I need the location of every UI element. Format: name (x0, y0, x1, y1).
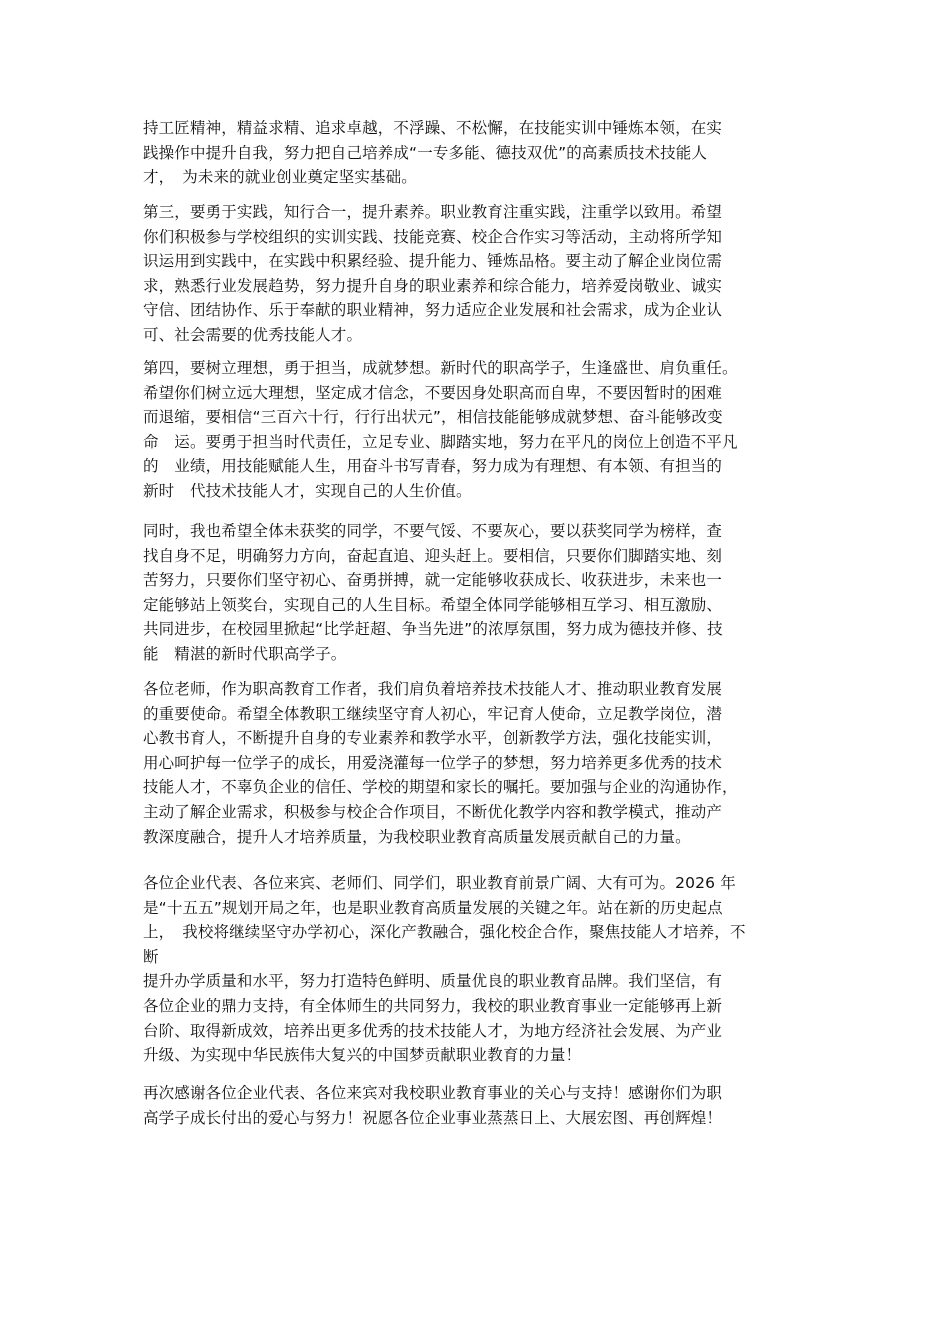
text-line: 你们积极参与学校组织的实训实践、技能竞赛、校企合作实习等活动，主动将所学知 (143, 227, 723, 246)
text-line: 识运用到实践中，在实践中积累经验、提升能力、锤炼品格。要主动了解企业岗位需 (143, 252, 723, 271)
text-line: 第四，要树立理想，勇于担当，成就梦想。新时代的职高学子，生逢盛世、肩负重任。 (143, 359, 738, 377)
text-line: 心教书育人，不断提升自身的专业素养和教学水平，创新教学方法，强化技能实训， (143, 729, 723, 748)
text-line: 各位企业的鼎力支持，有全体师生的共同努力，我校的职业教育事业一定能够再上新 (143, 996, 723, 1015)
text-line: 希望你们树立远大理想，坚定成才信念，不要因身处职高而自卑，不要因暂时的困难 (143, 383, 723, 402)
text-line: 升级、为实现中华民族伟大复兴的中国梦贡献职业教育的力量！ (143, 1046, 582, 1065)
paragraph-teachers (143, 677, 833, 849)
text-line: 苦努力，只要你们坚守初心、奋勇拼搏，就一定能够收获成长、收获进步，未来也一 (143, 571, 723, 590)
text-line: 定能够站上领奖台，实现自己的人生目标。希望全体同学能够相互学习、相互激励、 (143, 595, 723, 614)
text-line: 共同进步，在校园里掀起“比学赶超、争当先进”的浓厚氛围，努力成为德技并修、技 (143, 620, 723, 639)
text-line: 教深度融合，提升人才培养质量，为我校职业教育高质量发展贡献自己的力量。 (143, 827, 691, 846)
text-line: 主动了解企业需求，积极参与校企合作项目，不断优化教学内容和教学模式，推动产 (143, 802, 723, 821)
text-line: 用心呵护每一位学子的成长，用爱浇灌每一位学子的梦想，努力培养更多优秀的技术 (143, 753, 723, 772)
text-line: 新时 代技术技能人才，实现自己的人生价值。 (143, 481, 472, 500)
text-line: 可、社会需要的优秀技能人才。 (143, 325, 363, 344)
text-line: 提升办学质量和水平，努力打造特色鲜明、质量优良的职业教育品牌。我们坚信，有 (143, 972, 723, 991)
text-line: 践操作中提升自我，努力把自己培养成“一专多能、德技双优”的高素质技术技能人 (143, 143, 708, 162)
text-line: 的 业绩，用技能赋能人生，用奋斗书写青春，努力成为有理想、有本领、有担当的 (143, 457, 723, 476)
text-line: 再次感谢各位企业代表、各位来宾对我校职业教育事业的关心与支持！感谢你们为职 (143, 1084, 723, 1102)
text-line: 台阶、取得新成效，培养出更多优秀的技术技能人才，为地方经济社会发展、为产业 (143, 1021, 723, 1040)
text-line: 同时，我也希望全体未获奖的同学，不要气馁、不要灰心，要以获奖同学为榜样，查 (143, 522, 723, 540)
text-line: 才， 为未来的就业创业奠定坚实基础。 (143, 168, 417, 187)
paragraph-outlook (143, 871, 833, 1068)
paragraph-fourth-ideals (143, 356, 833, 504)
paragraph-craftsman-spirit (143, 116, 833, 190)
paragraph-non-winners (143, 519, 833, 667)
text-line: 各位老师，作为职高教育工作者，我们肩负着培养技术技能人才、推动职业教育发展 (143, 680, 723, 698)
text-line: 而退缩，要相信“三百六十行，行行出状元”，相信技能能够成就梦想、奋斗能够改变 (143, 408, 723, 427)
paragraph-third-practice (143, 200, 833, 348)
text-line: 上， 我校将继续坚守办学初心，深化产教融合，强化校企合作，聚焦技能人才培养，不 (143, 923, 746, 942)
text-line: 守信、团结协作、乐于奉献的职业精神，努力适应企业发展和社会需求，成为企业认 (143, 301, 723, 320)
text-line: 高学子成长付出的爱心与努力！祝愿各位企业事业蒸蒸日上、大展宏图、再创辉煌！ (143, 1108, 723, 1127)
paragraph-thanks (143, 1081, 833, 1130)
text-line: 是“十五五”规划开局之年，也是职业教育高质量发展的关键之年。站在新的历史起点 (143, 898, 723, 917)
text-line: 第三，要勇于实践，知行合一，提升素养。职业教育注重实践，注重学以致用。希望 (143, 203, 723, 221)
text-line: 求，熟悉行业发展趋势，努力提升自身的职业素养和综合能力，培养爱岗敬业、诚实 (143, 276, 723, 295)
text-line: 各位企业代表、各位来宾、老师们、同学们，职业教育前景广阔、大有可为。2026 年 (143, 874, 736, 892)
text-line: 技能人才，不辜负企业的信任、学校的期望和家长的嘱托。要加强与企业的沟通协作， (143, 778, 738, 797)
text-line: 的重要使命。希望全体教职工继续坚守育人初心，牢记育人使命，立足教学岗位，潜 (143, 704, 723, 723)
text-line: 持工匠精神，精益求精、追求卓越，不浮躁、不松懈，在技能实训中锤炼本领，在实 (143, 119, 723, 137)
text-line: 找自身不足，明确努力方向，奋起直追、迎头赶上。要相信，只要你们脚踏实地、刻 (143, 546, 723, 565)
text-line: 命 运。要勇于担当时代责任，立足专业、脚踏实地，努力在平凡的岗位上创造不平凡 (143, 432, 738, 451)
text-line: 能 精湛的新时代职高学子。 (143, 644, 347, 663)
text-line: 断 (143, 947, 159, 966)
